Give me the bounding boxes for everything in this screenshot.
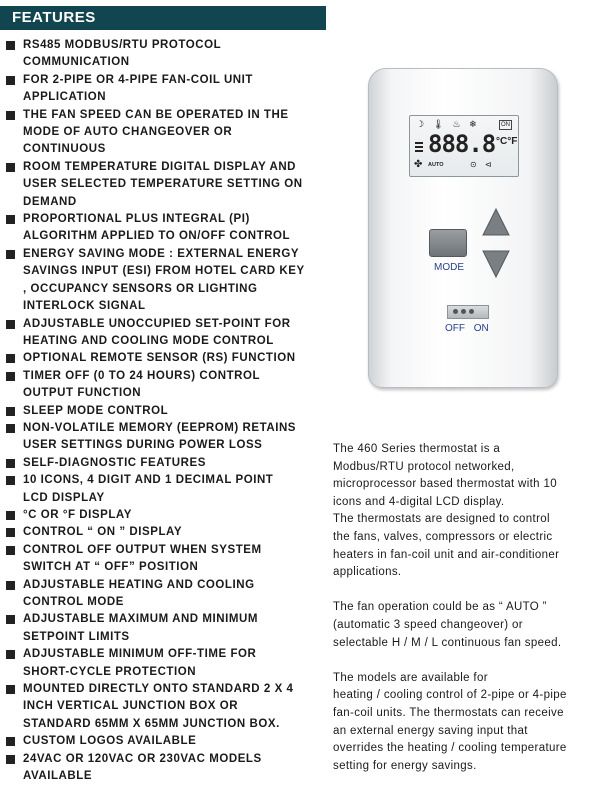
feature-item: CONTROL OFF OUTPUT WHEN SYSTEM SWITCH AT “ OFF” POSITION	[6, 542, 328, 577]
up-arrow-button-icon[interactable]	[481, 207, 511, 237]
feature-item: CUSTOM LOGOS AVAILABLE	[6, 733, 328, 750]
fan-icon: ✤	[414, 159, 423, 170]
lcd-unit: °C°F	[496, 136, 518, 147]
feature-item: SLEEP MODE CONTROL	[6, 403, 328, 420]
square-bullet-icon	[6, 424, 15, 433]
feature-item: RS485 MODBUS/RTU PROTOCOL COMMUNICATION	[6, 37, 328, 72]
square-bullet-icon	[6, 755, 15, 764]
description	[333, 441, 600, 775]
square-bullet-icon	[6, 111, 15, 120]
feature-item: TIMER OFF (0 TO 24 HOURS) CONTROL OUTPUT FUNCTION	[6, 368, 328, 403]
mode-button[interactable]	[429, 229, 467, 257]
feature-item: °C OR °F DISPLAY	[6, 507, 328, 524]
description-paragraph: The fan operation could be as “ AUTO ” (automatic 3 speed changeover) or selectable H / M / L continuous fan speed.	[333, 601, 562, 649]
square-bullet-icon	[6, 372, 15, 381]
switch-labels: OFF ON	[445, 323, 489, 334]
lcd-on-indicator: ON	[501, 122, 510, 128]
features-title: FEATURES	[12, 9, 96, 26]
lcd-mode-icons: ☽ 🌡 ♨ ❄	[416, 119, 480, 129]
feature-item: ENERGY SAVING MODE : EXTERNAL ENERGY SAVINGS INPUT (ESI) FROM HOTEL CARD KEY , OCCUPANCY SENSORS OR LIGHTING INTERLOCK SIGNAL	[6, 246, 328, 316]
feature-item: MOUNTED DIRECTLY ONTO STANDARD 2 X 4 INCH VERTICAL JUNCTION BOX OR STANDARD 65MM X 65MM JUNCTION BOX.	[6, 681, 328, 733]
square-bullet-icon	[6, 650, 15, 659]
square-bullet-icon	[6, 320, 15, 329]
switch-dot-icon	[453, 309, 458, 314]
switch-dot-icon	[461, 309, 466, 314]
timer-icons: ⊙ ⊲	[470, 160, 495, 169]
feature-item: ROOM TEMPERATURE DIGITAL DISPLAY AND USER SELECTED TEMPERATURE SETTING ON DEMAND	[6, 159, 328, 211]
description-paragraph: The 460 Series thermostat is a Modbus/RTU protocol networked, microprocessor based thermostat with 10 icons and 4-digital LCD display. The thermostats are designed to control the fans, valves, compressors or electric heaters in fan-coil unit and air-conditioner applications.	[333, 443, 560, 579]
features-header	[0, 6, 326, 30]
square-bullet-icon	[6, 528, 15, 537]
square-bullet-icon	[6, 76, 15, 85]
feature-item: PROPORTIONAL PLUS INTEGRAL (PI) ALGORITHM APPLIED TO ON/OFF CONTROL	[6, 211, 328, 246]
square-bullet-icon	[6, 581, 15, 590]
square-bullet-icon	[6, 215, 15, 224]
feature-item: 24VAC OR 120VAC OR 230VAC MODELS AVAILABLE	[6, 751, 328, 786]
description-paragraph: The models are available for heating / cooling control of 2-pipe or 4-pipe fan-coil units. The thermostats can receive an external energy saving input that overrides the heating / cooling temperature setting for energy savings.	[333, 671, 567, 772]
square-bullet-icon	[6, 163, 15, 172]
feature-item: CONTROL “ ON ” DISPLAY	[6, 524, 328, 541]
square-bullet-icon	[6, 615, 15, 624]
square-bullet-icon	[6, 546, 15, 555]
feature-item: ADJUSTABLE MINIMUM OFF-TIME FOR SHORT-CYCLE PROTECTION	[6, 646, 328, 681]
square-bullet-icon	[6, 737, 15, 746]
feature-list	[6, 37, 328, 785]
square-bullet-icon	[6, 685, 15, 694]
square-bullet-icon	[6, 354, 15, 363]
system-switch[interactable]	[447, 305, 489, 319]
square-bullet-icon	[6, 511, 15, 520]
feature-item: FOR 2-PIPE OR 4-PIPE FAN-COIL UNIT APPLICATION	[6, 72, 328, 107]
switch-dot-icon	[469, 309, 474, 314]
feature-item: ADJUSTABLE HEATING AND COOLING CONTROL MODE	[6, 577, 328, 612]
feature-item: NON-VOLATILE MEMORY (EEPROM) RETAINS USER SETTINGS DURING POWER LOSS	[6, 420, 328, 455]
feature-item: THE FAN SPEED CAN BE OPERATED IN THE MODE OF AUTO CHANGEOVER OR CONTINUOUS	[6, 107, 328, 159]
lcd-display	[409, 115, 519, 177]
feature-item: SELF-DIAGNOSTIC FEATURES	[6, 455, 328, 472]
feature-item: OPTIONAL REMOTE SENSOR (RS) FUNCTION	[6, 350, 328, 367]
feature-item: 10 ICONS, 4 DIGIT AND 1 DECIMAL POINT LCD DISPLAY	[6, 472, 328, 507]
lcd-digits: 888.8	[428, 130, 496, 158]
feature-item: ADJUSTABLE MAXIMUM AND MINIMUM SETPOINT LIMITS	[6, 611, 328, 646]
thermostat-device-image	[368, 68, 558, 388]
square-bullet-icon	[6, 407, 15, 416]
mode-label: MODE	[434, 262, 464, 273]
square-bullet-icon	[6, 250, 15, 259]
square-bullet-icon	[6, 476, 15, 485]
lcd-auto-label: AUTO	[428, 162, 444, 168]
down-arrow-button-icon[interactable]	[481, 249, 511, 279]
square-bullet-icon	[6, 459, 15, 468]
feature-item: ADJUSTABLE UNOCCUPIED SET-POINT FOR HEATING AND COOLING MODE CONTROL	[6, 316, 328, 351]
square-bullet-icon	[6, 41, 15, 50]
fan-speed-bars-icon	[415, 142, 423, 154]
